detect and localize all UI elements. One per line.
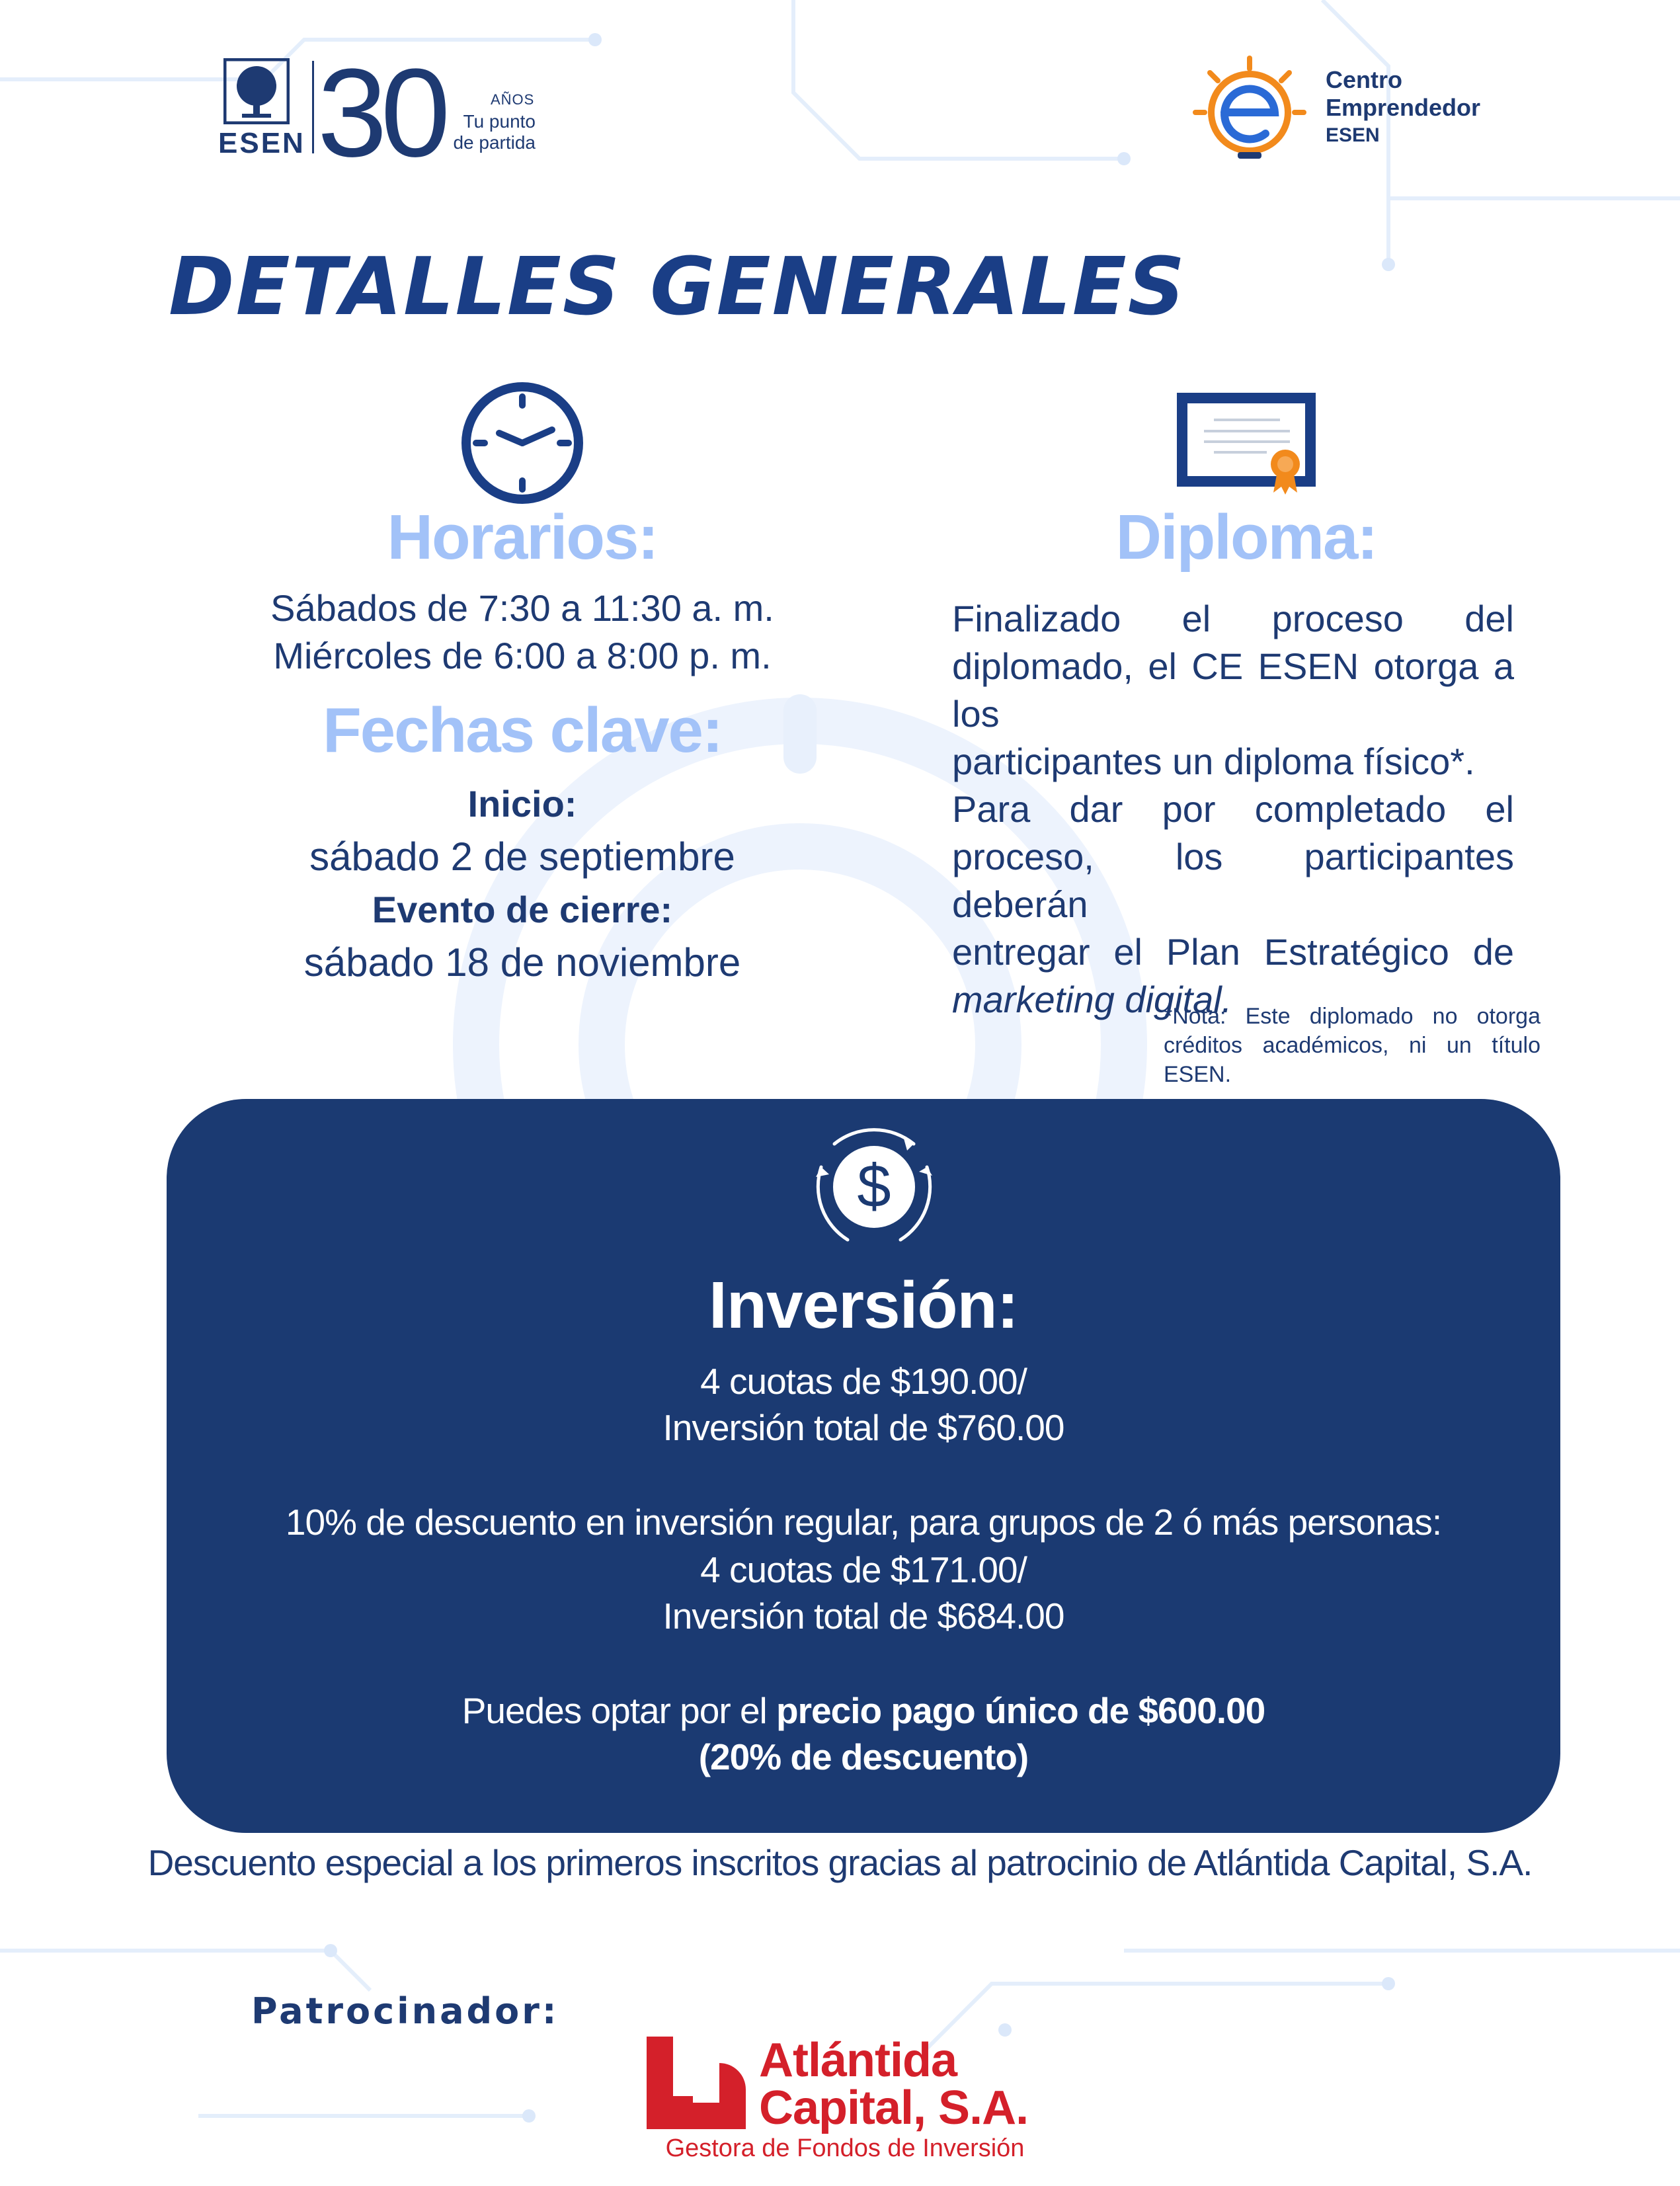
page-title: DETALLES GENERALES (169, 241, 1187, 333)
diploma-p1-line-2: diplomado, el CE ESEN otorga a los (952, 645, 1514, 735)
diploma-p2-line-2: proceso, los participantes deberán (952, 836, 1514, 925)
diploma-p2-line-4: marketing digital. (952, 979, 1232, 1020)
cierre-label: Evento de cierre: (372, 889, 673, 930)
note-line-2: créditos académicos, ni un título ESEN. (1164, 1033, 1540, 1087)
svg-text:$: $ (857, 1153, 891, 1220)
regular-installments: 4 cuotas de $190.00/ (700, 1361, 1027, 1402)
ce-name (1326, 66, 1480, 149)
atlantida-name-line-1: Atlántida (759, 2034, 957, 2087)
inicio-date: sábado 2 de septiembre (309, 834, 735, 879)
investment-panel (167, 1099, 1560, 1833)
esen-tree-icon (223, 58, 290, 124)
regular-total: Inversión total de $760.00 (662, 1407, 1064, 1448)
atlantida-mark-icon (647, 2037, 746, 2129)
group-installments: 4 cuotas de $171.00/ (700, 1549, 1027, 1590)
diploma-p2-line-1: Para dar por completado el (952, 788, 1514, 830)
horarios-schedule (225, 585, 820, 680)
horarios-heading: Horarios: (387, 502, 658, 573)
esen-30-logo (218, 43, 562, 183)
tagline-line-2: de partida (453, 132, 536, 153)
clock-icon (460, 380, 585, 506)
ce-lightbulb-icon (1190, 53, 1309, 165)
diploma-p1-line-1: Finalizado el proceso del (952, 598, 1514, 639)
schedule-saturday: Sábados de 7:30 a 11:30 a. m. (270, 587, 774, 629)
ce-line-2: Emprendedor (1326, 94, 1481, 121)
single-payment-discount: (20% de descuento) (698, 1736, 1029, 1777)
centro-emprendedor-logo (1190, 53, 1507, 165)
atlantida-name-line-2: Capital, S.A. (759, 2082, 1029, 2134)
anios-label: AÑOS (491, 91, 535, 108)
note-line-1: *Nota: Este diplomado no otorga (1164, 1004, 1540, 1029)
tagline-line-1: Tu punto (463, 111, 536, 132)
diploma-paragraph-2 (952, 786, 1514, 1024)
sponsor-label: Patrocinador: (251, 1990, 559, 2032)
cierre-date: sábado 18 de noviembre (303, 940, 741, 985)
certificate-icon (1174, 390, 1320, 496)
ce-line-1: Centro (1326, 66, 1402, 93)
single-payment-price: precio pago único de $600.00 (776, 1690, 1265, 1731)
diploma-p1-line-3: participantes un diploma físico*. (952, 741, 1475, 782)
atlantida-name (759, 2034, 1029, 2134)
schedule-wednesday: Miércoles de 6:00 a 8:00 p. m. (273, 635, 772, 676)
single-payment-prefix: Puedes optar por el (461, 1690, 777, 1731)
diploma-paragraph-1 (952, 595, 1514, 786)
anniversary-number: 30 (317, 43, 444, 183)
atlantida-subtitle: Gestora de Fondos de Inversión (665, 2134, 1025, 2162)
inicio-label: Inicio: (467, 783, 577, 825)
inversion-heading: Inversión: (709, 1268, 1018, 1342)
diploma-heading: Diploma: (1115, 502, 1377, 573)
group-discount-note: 10% de descuento en inversión regular, para grupos de 2 ó más personas: (285, 1502, 1442, 1543)
logo-divider (312, 61, 314, 153)
fechas-list (225, 778, 820, 989)
atlantida-capital-logo (647, 2034, 1043, 2175)
diploma-p2-line-3: entregar el Plan Estratégico de (952, 931, 1514, 973)
dollar-cycle-icon (801, 1117, 947, 1256)
esen-wordmark: ESEN (218, 127, 305, 159)
sponsor-discount-note: Descuento especial a los primeros inscritos gracias al patrocinio de Atlántida Capital, S.A. (147, 1842, 1533, 1883)
single-payment-offer (167, 1689, 1560, 1732)
fechas-heading: Fechas clave: (323, 695, 722, 766)
diploma-note (1164, 1002, 1540, 1089)
group-total: Inversión total de $684.00 (662, 1596, 1064, 1637)
tagline (436, 111, 536, 153)
ce-line-3: ESEN (1326, 124, 1380, 146)
